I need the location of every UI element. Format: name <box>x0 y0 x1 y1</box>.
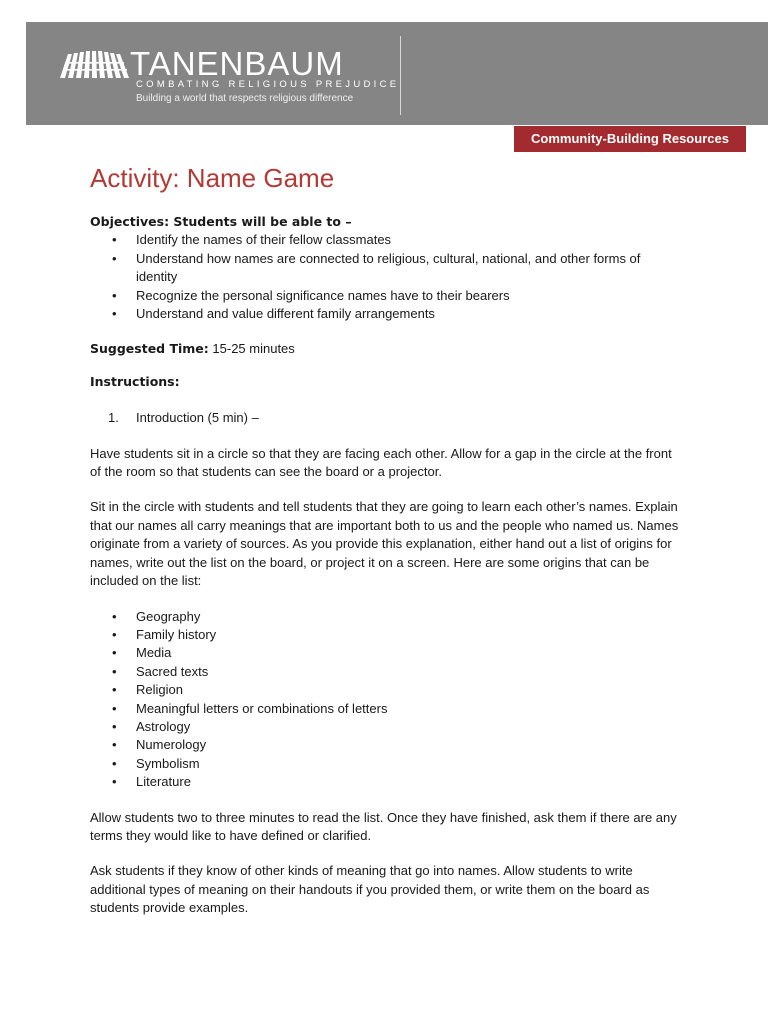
list-item: • Geography <box>90 608 680 626</box>
time-value: 15-25 minutes <box>212 341 295 357</box>
time-label: Suggested Time: <box>90 341 209 357</box>
document-body <box>90 213 680 918</box>
instructions-heading: Instructions: <box>90 373 180 389</box>
list-item: • Sacred texts <box>90 663 680 681</box>
paragraph: Allow students two to three minutes to read the list. Once they have finished, ask them if there are any terms they would like to have defined or clarified. <box>90 809 677 843</box>
instructions-list <box>90 409 680 427</box>
step-number: 1. <box>108 410 119 426</box>
list-item: • Symbolism <box>90 755 680 773</box>
list-item: • Numerology <box>90 736 680 754</box>
paragraph: Sit in the circle with students and tell students that they are going to learn each other’s names. Explain that our names all carry meanings that are important both to us and the people who named us. Names originate from a variety of sources. As you provide this explanation, either hand out a list of origins for names, write out the list on the board, or project it on a screen. Here are some origins that can be included on the list: <box>90 499 679 589</box>
org-subtagline: Building a world that respects religious difference <box>136 93 354 104</box>
objectives-heading: Objectives: Students will be able to – <box>90 214 352 229</box>
list-item <box>90 409 680 427</box>
arched-bars-logo-icon <box>58 48 134 80</box>
list-item: • Understand how names are connected to religious, cultural, national, and other forms of identity <box>90 250 680 287</box>
list-item: • Family history <box>90 626 680 644</box>
org-name: TANENBAUM <box>130 45 344 82</box>
list-item: • Media <box>90 644 680 662</box>
banner-divider <box>400 36 401 115</box>
resource-badge: Community-Building Resources <box>514 126 746 152</box>
org-tagline: COMBATING RELIGIOUS PREJUDICE <box>136 79 400 90</box>
list-item: • Astrology <box>90 718 680 736</box>
objectives-list <box>90 231 680 323</box>
origins-list <box>90 608 680 792</box>
step-text: Introduction (5 min) – <box>136 410 259 426</box>
page-title: Activity: Name Game <box>90 163 335 193</box>
paragraph: Have students sit in a circle so that they are facing each other. Allow for a gap in the circle at the front of the room so that students can see the board or a projector. <box>90 445 672 480</box>
list-item: • Recognize the personal significance names have to their bearers <box>90 287 680 305</box>
paragraph: Ask students if they know of other kinds of meaning that go into names. Allow students to write additional types of meaning on their handouts if you provided them, or write them on the board as students provide examples. <box>90 863 650 916</box>
list-item: • Religion <box>90 681 680 699</box>
header-banner <box>26 22 768 125</box>
suggested-time <box>90 340 680 358</box>
list-item: • Meaningful letters or combinations of letters <box>90 700 680 718</box>
list-item: • Identify the names of their fellow classmates <box>90 231 680 249</box>
list-item: • Understand and value different family arrangements <box>90 305 680 323</box>
list-item: • Literature <box>90 773 680 791</box>
